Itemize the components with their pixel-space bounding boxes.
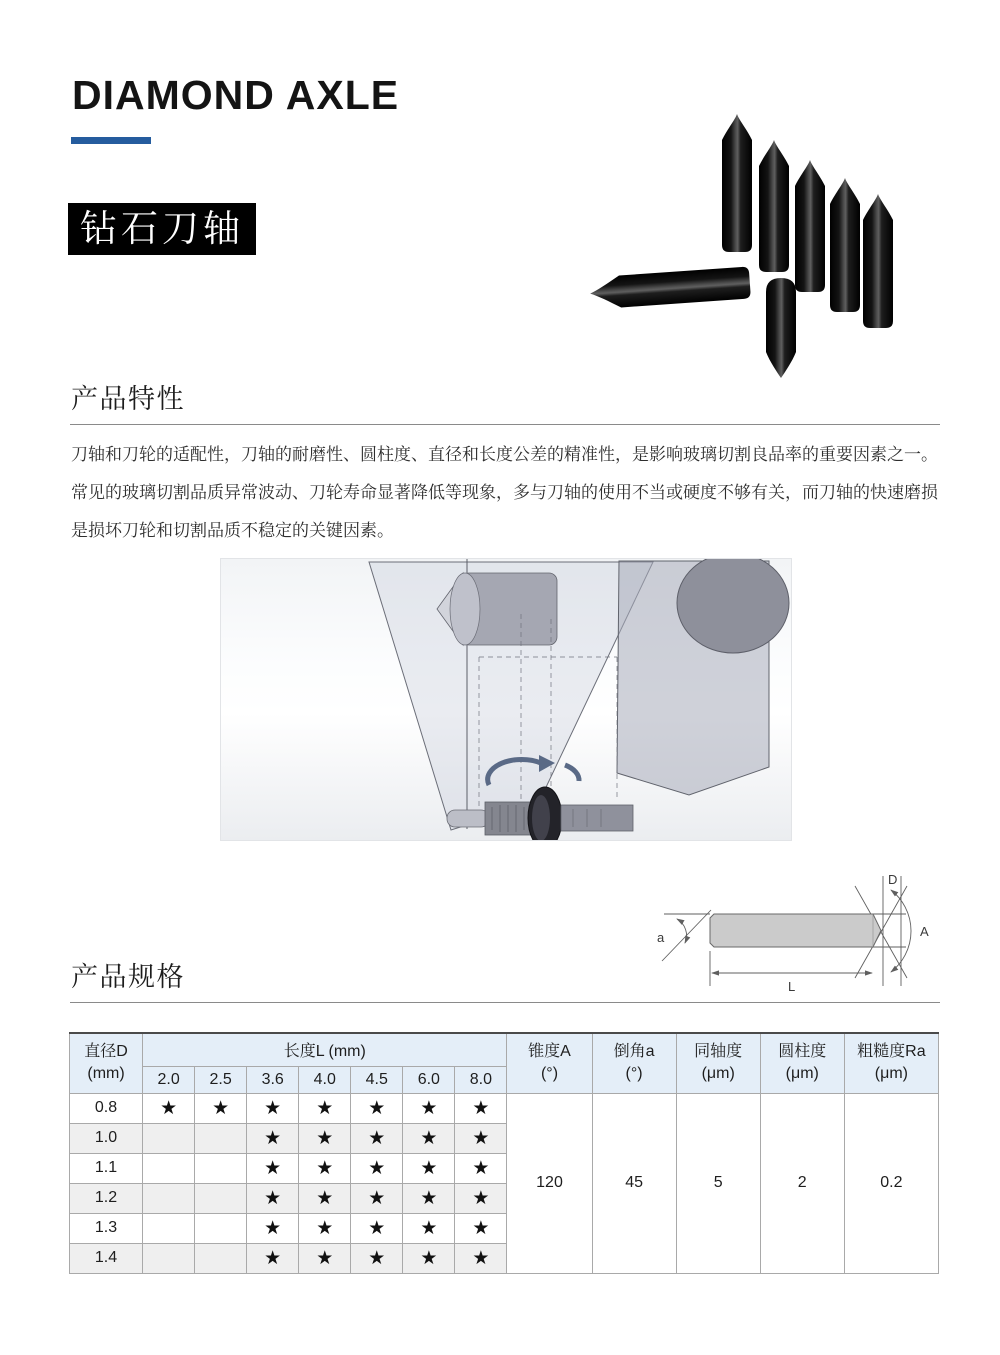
page-title-zh: 钻石刀轴 (68, 203, 256, 255)
star-cell: ★ (247, 1123, 299, 1153)
star-cell: ★ (351, 1183, 403, 1213)
star-cell (195, 1183, 247, 1213)
features-text-1: 刀轴和刀轮的适配性，刀轴的耐磨性、圆柱度、直径和长度公差的精准性，是影响玻璃切割良品率的重要因素之一。 (71, 445, 938, 464)
diameter-cell: 1.2 (70, 1183, 143, 1213)
star-cell: ★ (299, 1243, 351, 1273)
features-divider (70, 424, 940, 425)
star-cell: ★ (351, 1123, 403, 1153)
col-header-chamfer: 倒角a (°) (592, 1033, 676, 1093)
features-heading: 产品特性 (71, 384, 185, 414)
length-col-label: 2.0 (143, 1066, 195, 1093)
star-cell: ★ (247, 1243, 299, 1273)
star-cell: ★ (455, 1093, 507, 1123)
star-cell: ★ (143, 1093, 195, 1123)
length-col-label: 6.0 (403, 1066, 455, 1093)
dimension-diagram (648, 866, 1000, 1006)
star-cell: ★ (403, 1213, 455, 1243)
page-title: DIAMOND AXLE (72, 72, 400, 118)
star-cell (143, 1123, 195, 1153)
star-cell (195, 1243, 247, 1273)
star-cell: ★ (299, 1153, 351, 1183)
star-cell: ★ (455, 1213, 507, 1243)
star-cell (143, 1243, 195, 1273)
col-header-roughness: 粗糙度Ra (μm) (844, 1033, 938, 1093)
diameter-cell: 1.0 (70, 1123, 143, 1153)
star-cell (143, 1183, 195, 1213)
star-cell: ★ (351, 1213, 403, 1243)
star-cell: ★ (403, 1123, 455, 1153)
spec-value-roughness: 0.2 (844, 1093, 938, 1273)
label-diameter: D (888, 872, 898, 887)
product-photo (560, 100, 1000, 390)
dimension-diagram-image (648, 866, 1000, 1006)
star-cell: ★ (403, 1243, 455, 1273)
star-cell: ★ (299, 1213, 351, 1243)
star-cell: ★ (403, 1153, 455, 1183)
label-chamfer-angle: a (657, 930, 665, 945)
col-header-coaxiality: 同轴度 (μm) (676, 1033, 760, 1093)
star-cell: ★ (351, 1093, 403, 1123)
star-cell (195, 1123, 247, 1153)
table-header-row (70, 1033, 939, 1066)
length-col-label: 8.0 (455, 1066, 507, 1093)
spec-table (69, 1032, 939, 1274)
col-header-length: 长度L (mm) (143, 1033, 507, 1066)
cad-figure (220, 558, 792, 841)
spec-value-chamfer: 45 (592, 1093, 676, 1273)
diameter-cell: 0.8 (70, 1093, 143, 1123)
specs-heading: 产品规格 (71, 962, 185, 992)
specs-divider (70, 1002, 940, 1003)
table-row (70, 1093, 939, 1123)
star-cell: ★ (195, 1093, 247, 1123)
star-cell: ★ (247, 1093, 299, 1123)
col-header-cylindricity: 圆柱度 (μm) (760, 1033, 844, 1093)
length-col-label: 3.6 (247, 1066, 299, 1093)
axle-pins-image (560, 100, 1000, 390)
star-cell (143, 1213, 195, 1243)
spec-value-coaxiality: 5 (676, 1093, 760, 1273)
features-paragraph (71, 436, 945, 550)
star-cell: ★ (455, 1243, 507, 1273)
title-underline (71, 137, 151, 144)
star-cell: ★ (351, 1153, 403, 1183)
star-cell (195, 1153, 247, 1183)
star-cell: ★ (403, 1183, 455, 1213)
diameter-cell: 1.3 (70, 1213, 143, 1243)
length-col-label: 4.0 (299, 1066, 351, 1093)
star-cell (143, 1153, 195, 1183)
star-cell: ★ (351, 1243, 403, 1273)
features-text-2: 常见的玻璃切割品质异常波动、刀轮寿命显著降低等现象，多与刀轴的使用不当或硬度不够有关，而刀轴的快速磨损是损坏刀轮和切割品质不稳定的关键因素。 (71, 483, 938, 540)
star-cell: ★ (403, 1093, 455, 1123)
diameter-cell: 1.4 (70, 1243, 143, 1273)
diameter-cell: 1.1 (70, 1153, 143, 1183)
star-cell: ★ (247, 1183, 299, 1213)
star-cell: ★ (299, 1183, 351, 1213)
star-cell: ★ (299, 1123, 351, 1153)
axle-outline (710, 914, 881, 947)
spec-value-cylindricity: 2 (760, 1093, 844, 1273)
label-length: L (788, 979, 796, 994)
star-cell: ★ (247, 1153, 299, 1183)
length-col-label: 2.5 (195, 1066, 247, 1093)
spec-value-taper: 120 (507, 1093, 592, 1273)
star-cell: ★ (455, 1183, 507, 1213)
small-pin (766, 278, 796, 378)
cutter-head-cad-image (221, 559, 791, 840)
col-header-taper: 锥度A (°) (507, 1033, 592, 1093)
star-cell: ★ (455, 1123, 507, 1153)
star-cell (195, 1213, 247, 1243)
length-col-label: 4.5 (351, 1066, 403, 1093)
star-cell: ★ (299, 1093, 351, 1123)
col-header-diameter: 直径D (mm) (70, 1033, 143, 1093)
star-cell: ★ (455, 1153, 507, 1183)
horizontal-pin (589, 266, 751, 309)
label-taper-angle: A (920, 924, 929, 939)
star-cell: ★ (247, 1213, 299, 1243)
